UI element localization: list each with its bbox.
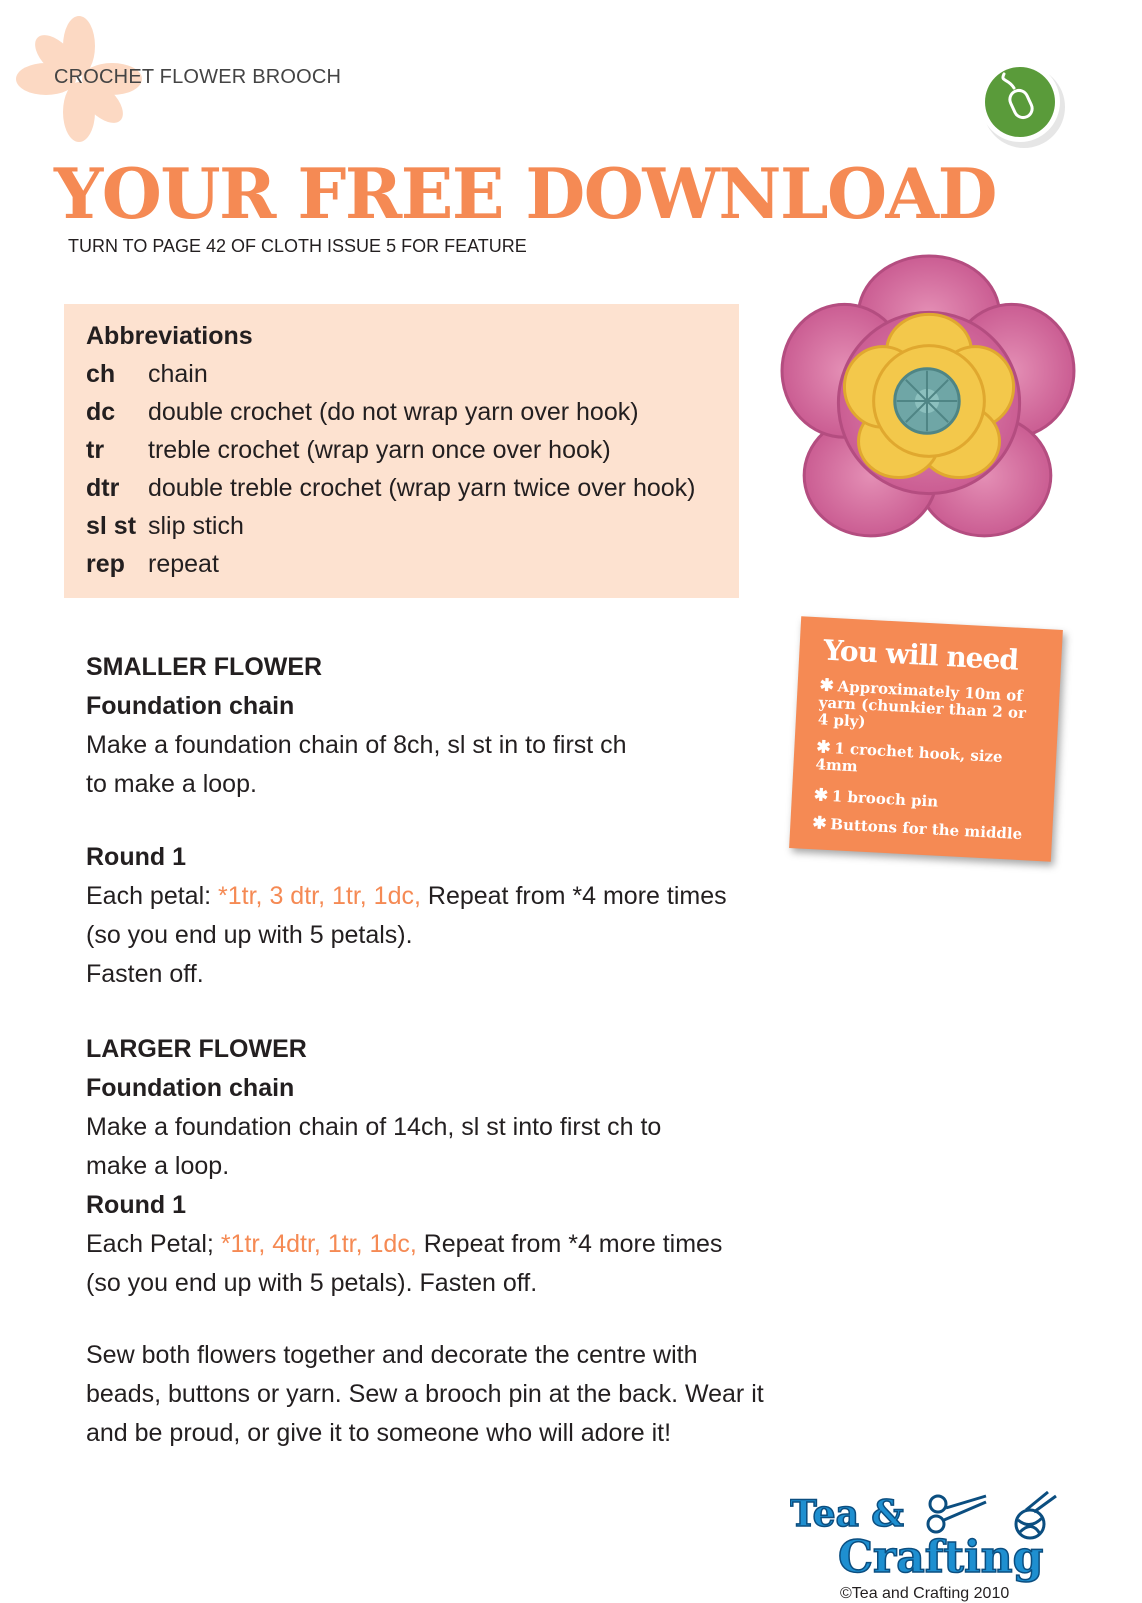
smaller-round-section bbox=[86, 838, 727, 994]
smaller-round-line2: (so you end up with 5 petals). bbox=[86, 921, 413, 949]
tea-and-crafting-logo bbox=[790, 1490, 1070, 1585]
abbreviation-row bbox=[86, 398, 639, 427]
round-prefix: Each petal: bbox=[86, 882, 219, 910]
larger-round-line1 bbox=[86, 1225, 722, 1264]
round-suffix: Repeat from *4 more times bbox=[420, 882, 727, 910]
abbreviation-meaning: slip stich bbox=[148, 512, 244, 540]
closing-line3: and be proud, or give it to someone who will adore it! bbox=[86, 1419, 672, 1447]
smaller-flower-section bbox=[86, 648, 627, 804]
abbreviation-meaning: chain bbox=[148, 360, 208, 388]
abbreviations-heading: Abbreviations bbox=[86, 322, 253, 350]
need-item-text: Approximately 10m of yarn (chunkier than 2 or 4 ply) bbox=[817, 677, 1027, 731]
asterisk-icon: ✱ bbox=[813, 785, 829, 806]
abbreviation-meaning: treble crochet (wrap yarn once over hook) bbox=[148, 436, 611, 464]
larger-foundation-heading: Foundation chain bbox=[86, 1074, 295, 1102]
larger-flower-title: LARGER FLOWER bbox=[86, 1035, 307, 1063]
asterisk-icon: ✱ bbox=[815, 737, 832, 759]
smaller-foundation-line2: to make a loop. bbox=[86, 770, 257, 798]
round-pattern: *1tr, 4dtr, 1tr, 1dc, bbox=[220, 1230, 417, 1258]
smaller-foundation-heading: Foundation chain bbox=[86, 692, 295, 720]
abbreviation-row bbox=[86, 436, 611, 465]
abbreviation-code: dc bbox=[86, 398, 116, 426]
larger-round-heading: Round 1 bbox=[86, 1191, 186, 1219]
abbreviation-meaning: double crochet (do not wrap yarn over hook) bbox=[148, 398, 639, 426]
closing-line1: Sew both flowers together and decorate the centre with bbox=[86, 1341, 698, 1369]
abbreviation-meaning: double treble crochet (wrap yarn twice over hook) bbox=[148, 474, 696, 502]
page-title: YOUR FREE DOWNLOAD bbox=[54, 154, 996, 235]
header-label: CROCHET FLOWER BROOCH bbox=[54, 66, 342, 88]
you-will-need-title: You will need bbox=[822, 633, 1019, 677]
smaller-foundation-line1: Make a foundation chain of 8ch, sl st in to first ch bbox=[86, 731, 627, 759]
scissors-icon bbox=[928, 1496, 986, 1532]
asterisk-icon: ✱ bbox=[811, 813, 828, 834]
closing-paragraph bbox=[86, 1336, 764, 1453]
you-will-need-card bbox=[789, 616, 1063, 861]
need-item-text: Buttons for the middle bbox=[829, 815, 1023, 844]
crochet-flower-photo bbox=[778, 252, 1080, 554]
smaller-round-heading: Round 1 bbox=[86, 843, 186, 871]
page-subtitle: TURN TO PAGE 42 OF CLOTH ISSUE 5 FOR FEATURE bbox=[68, 236, 527, 256]
logo-line2: Crafting bbox=[838, 1532, 1044, 1583]
mouse-icon bbox=[978, 60, 1068, 150]
smaller-round-line1 bbox=[86, 877, 727, 916]
larger-foundation-line1: Make a foundation chain of 14ch, sl st into first ch to bbox=[86, 1113, 662, 1141]
copyright: ©Tea and Crafting 2010 bbox=[840, 1585, 1010, 1602]
round-pattern: *1tr, 3 dtr, 1tr, 1dc, bbox=[218, 882, 421, 910]
abbreviation-code: dtr bbox=[86, 474, 120, 502]
need-list-item bbox=[813, 787, 1036, 816]
abbreviations-box bbox=[64, 304, 739, 598]
abbreviation-code: ch bbox=[86, 360, 116, 388]
abbreviation-code: rep bbox=[86, 550, 125, 578]
need-list-item bbox=[815, 739, 1038, 785]
round-suffix: Repeat from *4 more times bbox=[416, 1230, 723, 1258]
abbreviation-code: sl st bbox=[86, 512, 137, 540]
need-list-item bbox=[817, 677, 1041, 740]
abbreviation-meaning: repeat bbox=[148, 550, 219, 578]
need-list-item bbox=[812, 815, 1035, 844]
asterisk-icon: ✱ bbox=[819, 675, 835, 697]
abbreviation-row bbox=[86, 550, 219, 579]
closing-line2: beads, buttons or yarn. Sew a brooch pin at the back. Wear it bbox=[86, 1380, 764, 1408]
abbreviation-row bbox=[86, 360, 208, 389]
need-item-text: 1 brooch pin bbox=[831, 787, 939, 811]
larger-flower-section bbox=[86, 1030, 722, 1303]
logo-line1: Tea & bbox=[790, 1493, 904, 1535]
larger-foundation-line2: make a loop. bbox=[86, 1152, 230, 1180]
need-item-text: 1 crochet hook, size 4mm bbox=[815, 739, 1004, 776]
abbreviation-code: tr bbox=[86, 436, 105, 464]
larger-round-line2: (so you end up with 5 petals). Fasten off. bbox=[86, 1269, 538, 1297]
smaller-round-line3: Fasten off. bbox=[86, 960, 204, 988]
abbreviation-row bbox=[86, 474, 696, 503]
round-prefix: Each Petal; bbox=[86, 1230, 221, 1258]
smaller-flower-title: SMALLER FLOWER bbox=[86, 653, 323, 681]
abbreviation-row bbox=[86, 512, 244, 541]
